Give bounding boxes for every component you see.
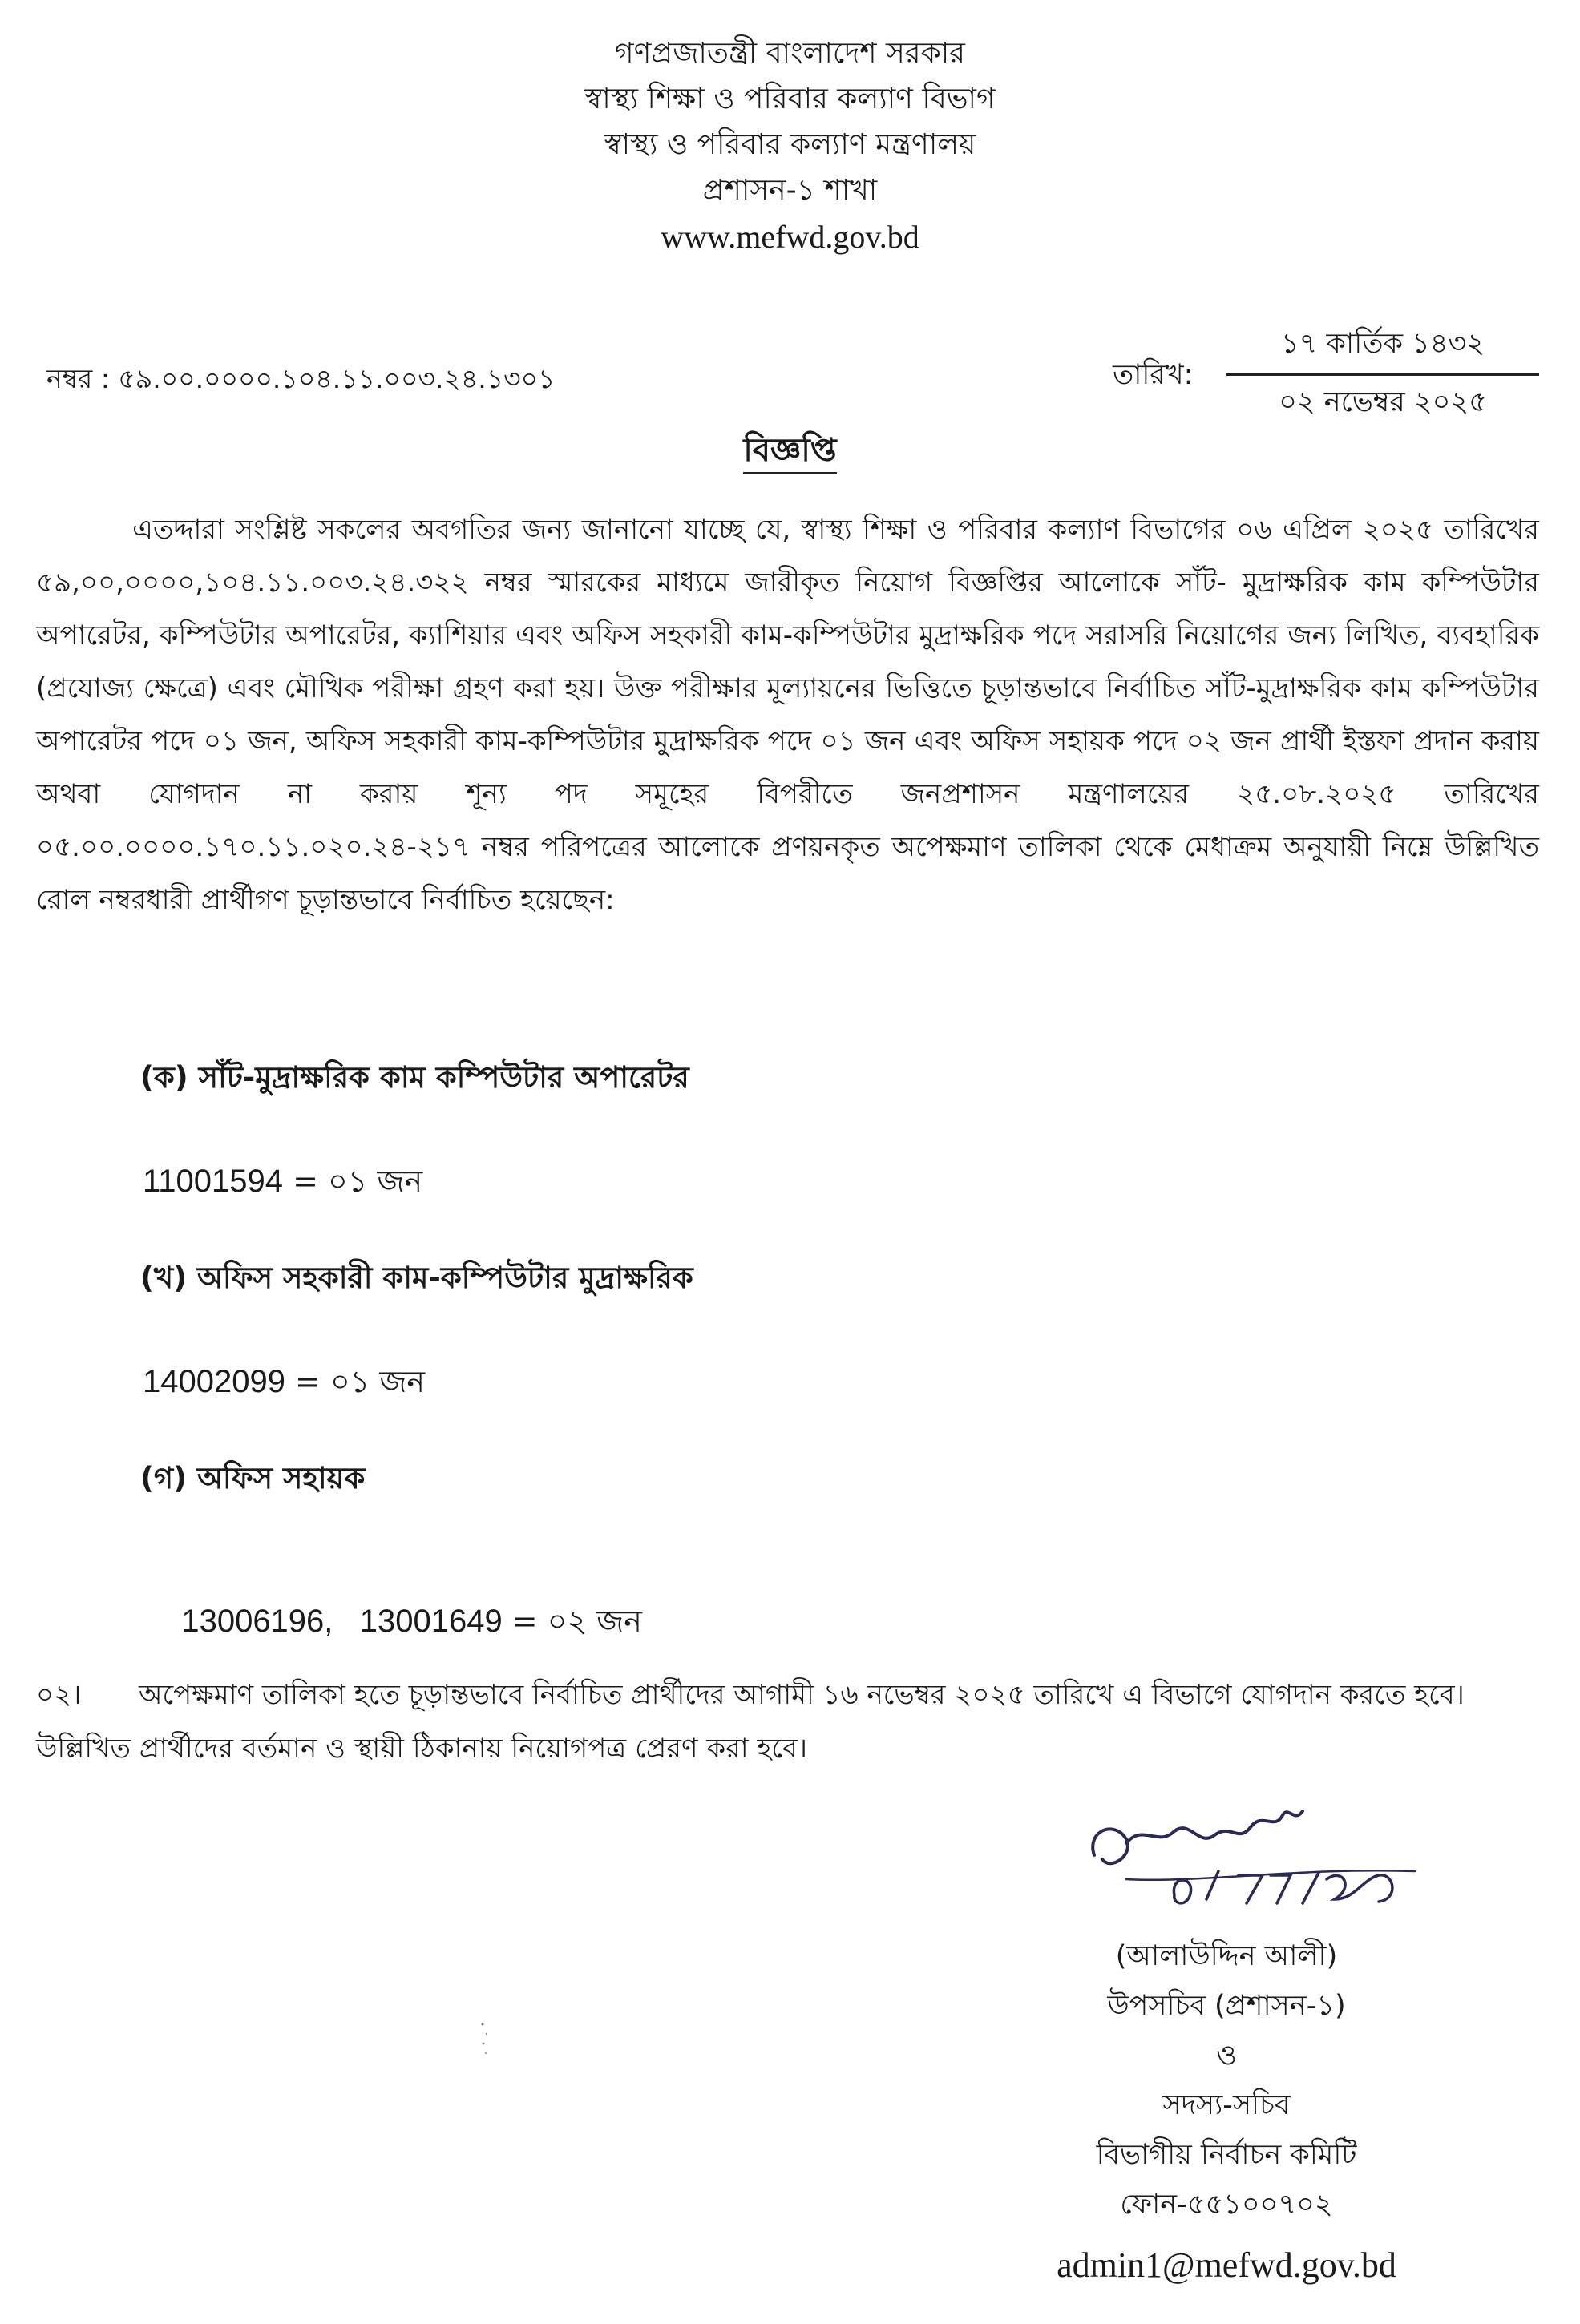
signatory-phone: ফোন-৫৫১০০৭০২ <box>1120 2189 1333 2221</box>
date-block <box>1226 321 1539 426</box>
roll-numbers: 14002099 <box>143 1364 285 1399</box>
roll-line <box>143 1358 425 1410</box>
signatory-role: সদস্য-সচিব <box>1162 2089 1291 2121</box>
section-heading: (গ) অফিস সহায়ক <box>140 1461 366 1495</box>
date-label: তারিখ: <box>1113 359 1194 391</box>
government-name: গণপ্রজাতন্ত্রী বাংলাদেশ সরকার <box>614 37 965 70</box>
division-name: স্বাস্থ্য শিক্ষা ও পরিবার কল্যাণ বিভাগ <box>584 83 996 115</box>
roll-numbers: 11001594 <box>143 1164 283 1199</box>
letterhead <box>0 30 1580 261</box>
notice-title <box>0 425 1580 478</box>
notice-title-text: বিজ্ঞপ্তি <box>743 432 836 474</box>
branch-name: প্রশাসন-১ শাখা <box>702 174 878 207</box>
scan-speck <box>479 2019 491 2060</box>
signatory-committee: বিভাগীয় নির্বাচন কমিটি <box>1096 2139 1357 2171</box>
roll-count: = ০২ জন <box>502 1604 642 1639</box>
date-gregorian: ০২ নভেম্বর ২০২৫ <box>1279 386 1487 418</box>
handwritten-signature <box>1078 1799 1423 1919</box>
website-url: www.mefwd.gov.bd <box>661 219 919 255</box>
notice-body: এতদ্দারা সংশ্লিষ্ট সকলের অবগতির জন্য জানানো যাচ্ছে যে, স্বাস্থ্য শিক্ষা ও পরিবার কল্যাণ বিভাগের ০৬ এপ্রিল ২০২৫ তারিখের ৫৯,০০,০০০০,১০৪.১১.০০৩.২৪.৩২২ নম্বর স্মারকের মাধ্যমে জারীকৃত নিয়োগ বিজ্ঞপ্তির আলোকে সাঁট- মুদ্রাক্ষরিক কাম কম্পিউটার অপারেটর, কম্পিউটার অপারেটর, ক্যাশিয়ার এবং অফিস সহকারী কাম-কম্পিউটার মুদ্রাক্ষরিক পদে সরাসরি নিয়োগের জন্য লিখিত, ব্যবহারিক (প্রযোজ্য ক্ষেত্রে) এবং মৌখিক পরীক্ষা গ্রহণ করা হয়। উক্ত পরীক্ষার মূল্যায়নের ভিত্তিতে চূড়ান্তভাবে নির্বাচিত সাঁট-মুদ্রাক্ষরিক কাম কম্পিউটার অপারেটর পদে ০১ জন, অফিস সহকারী কাম-কম্পিউটার মুদ্রাক্ষরিক পদে ০১ জন এবং অফিস সহায়ক পদে ০২ জন প্রার্থী ইস্তফা প্রদান করায় অথবা যোগদান না করায় শূন্য পদ সমূহের বিপরীতে জনপ্রশাসন মন্ত্রণালয়ের ২৫.০৮.২০২৫ তারিখের ০৫.০০.০০০০.১৭০.১১.০২০.২৪-২১৭ নম্বর পরিপত্রের আলোকে প্রণয়নকৃত অপেক্ষমাণ তালিকা থেকে মেধাক্রম অনুযায়ী নিম্নে উল্লিখিত রোল নম্বরধারী প্রার্থীগণ চূড়ান্তভাবে নির্বাচিত হয়েছেন: <box>36 514 1539 916</box>
paragraph-number: ০২। <box>36 1679 82 1711</box>
paragraph-two <box>36 1668 1539 1776</box>
signatory-designation: উপসচিব (প্রশাসন-১) <box>1107 1990 1346 2022</box>
signatory-email: admin1@mefwd.gov.bd <box>1057 2245 1396 2285</box>
paragraph-text: অপেক্ষমাণ তালিকা হতে চূড়ান্তভাবে নির্বাচিত প্রার্থীদের আগামী ১৬ নভেম্বর ২০২৫ তারিখে এ বিভাগে যোগদান করতে হবে। উল্লিখিত প্রার্থীদের বর্তমান ও স্থায়ী ঠিকানায় নিয়োগপত্র প্রেরণ করা হবে। <box>36 1679 1465 1765</box>
roll-count: = ০১ জন <box>285 1364 426 1399</box>
roll-line <box>143 1158 422 1209</box>
signatory-name: (আলাউদ্দিন আলী) <box>1115 1940 1338 1972</box>
roll-numbers: 13006196, 13001649 <box>181 1604 503 1639</box>
roll-line <box>143 1563 642 1684</box>
section-heading: (খ) অফিস সহকারী কাম-কম্পিউটার মুদ্রাক্ষরিক <box>140 1261 693 1295</box>
memo-number: নম্বর : ৫৯.০০.০০০০.১০৪.১১.০০৩.২৪.১৩০১ <box>46 363 556 394</box>
signatory-block <box>962 1931 1491 2294</box>
date-bangla: ১৭ কার্তিক ১৪৩২ <box>1226 321 1539 376</box>
section-heading: (ক) সাঁট-মুদ্রাক্ষরিক কাম কম্পিউটার অপারেটর <box>140 1060 689 1095</box>
ministry-name: স্বাস্থ্য ও পরিবার কল্যাণ মন্ত্রণালয় <box>604 128 976 161</box>
signatory-conjunction: ও <box>1216 2040 1237 2072</box>
roll-count: = ০১ জন <box>283 1164 423 1199</box>
